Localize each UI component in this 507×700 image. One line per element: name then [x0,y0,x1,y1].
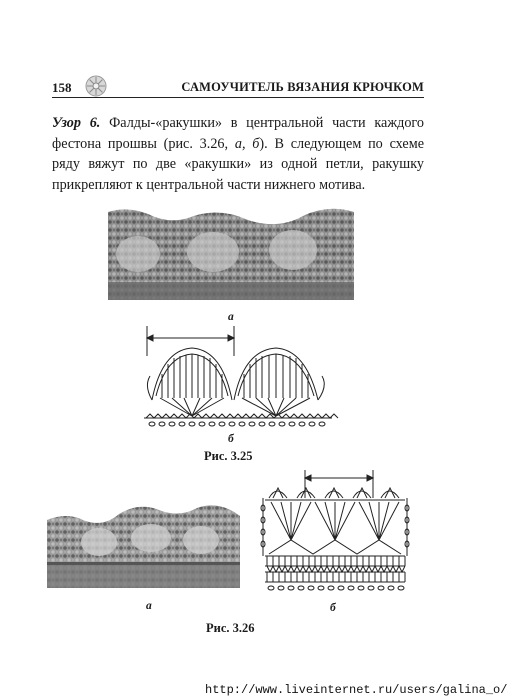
paragraph-part-2: ). В следующем по схеме ряду вяжут по две «ракушки» из одной петли, ракушку прикрепляют к центральной части нижнего мотива. [52,135,424,193]
figure-326a-photo [47,498,240,593]
figure-325a-photo [108,204,354,305]
figure-326-label-a: а [146,600,152,612]
paragraph-part-1: Фалды-«ракушки» в центральной части каждого фестона прошвы (рис. 3.26, [52,115,424,152]
pattern-lead: Узор 6. [52,115,101,131]
figure-326b-scheme [259,468,411,603]
paragraph-italic-ab: а, б [234,135,260,152]
figure-325-label-a: а [228,311,234,323]
header-rule [52,97,424,98]
figure-325-label-b: б [228,433,234,445]
figure-326-label-b: б [330,602,336,614]
body-paragraph [52,113,424,195]
page-header [52,74,424,100]
running-title: САМОУЧИТЕЛЬ ВЯЗАНИЯ КРЮЧКОМ [181,80,424,94]
figure-326-caption: Рис. 3.26 [206,621,255,635]
figure-325-caption: Рис. 3.25 [204,449,253,463]
figure-325b-scheme [142,326,334,435]
page-number: 158 [52,80,72,95]
watermark-url[interactable]: http://www.liveinternet.ru/users/galina_o/ [205,683,507,697]
